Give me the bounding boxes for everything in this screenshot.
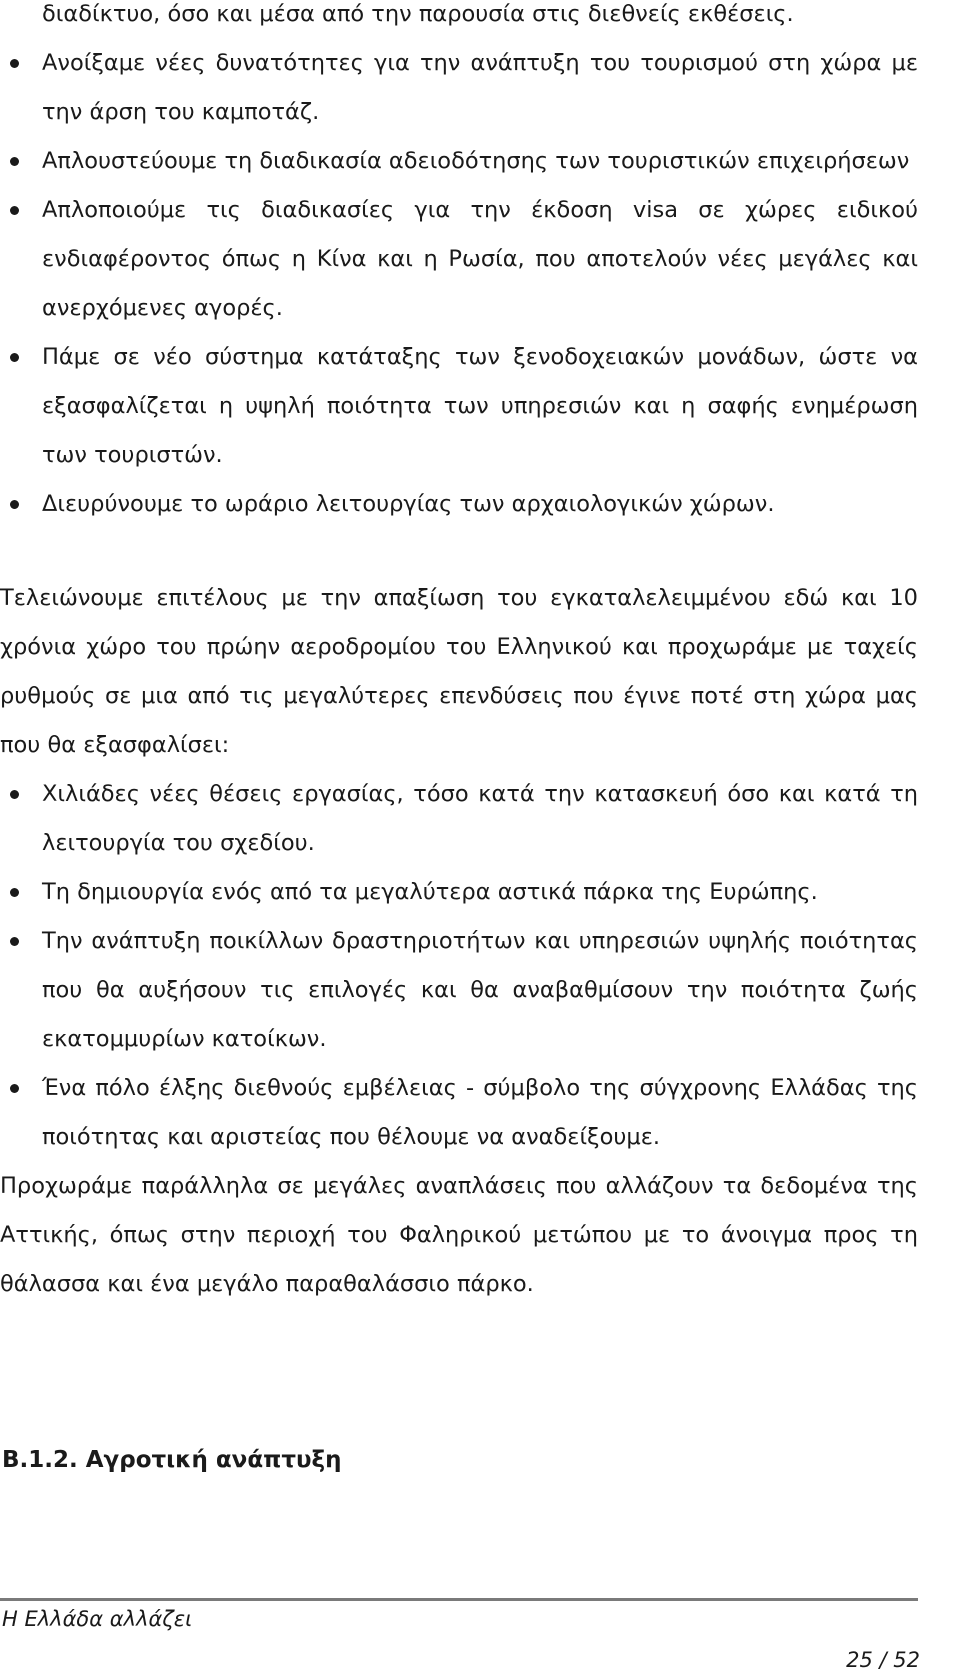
list-item (0, 868, 918, 917)
list-item (0, 1064, 918, 1162)
page-number: 25 / 52 (846, 1648, 920, 1672)
bullet-icon (10, 937, 19, 946)
bullet-icon (10, 888, 19, 897)
section-heading: B.1.2. Αγροτική ανάπτυξη (2, 1447, 342, 1473)
footer-divider (0, 1598, 918, 1601)
bullet-icon (10, 157, 19, 166)
hellinikon-paragraph: Τελειώνουμε επιτέλους με την απαξίωση του εγκαταλελειμμένου εδώ και 10 χρόνια χώρο του πρώην αεροδρομίου του Ελληνικού και προχωράμε με ταχείς ρυθμούς σε μια από τις μεγαλύτερες επενδύσεις που έγινε ποτέ στη χώρα μας που θα εξασφαλίσει: (0, 585, 918, 758)
list-item-text: Την ανάπτυξη ποικίλλων δραστηριοτήτων και υπηρεσιών υψηλής ποιότητας που θα αυξήσουν τις επιλογές και θα αναβαθμίσουν την ποιότητα ζωής εκατομμυρίων κατοίκων. (42, 928, 918, 1052)
faliro-paragraph: Προχωράμε παράλληλα σε μεγάλες αναπλάσεις που αλλάζουν τα δεδομένα της Αττικής, όπως στην περιοχή του Φαληρικού μετώπου με το άνοιγμα προς τη θάλασσα και ένα μεγάλο παραθαλάσσιο πάρκο. (0, 1173, 918, 1297)
list-item-text: Τη δημιουργία ενός από τα μεγαλύτερα αστικά πάρκα της Ευρώπης. (42, 879, 818, 905)
list-item-text: Πάμε σε νέο σύστημα κατάταξης των ξενοδοχειακών μονάδων, ώστε να εξασφαλίζεται η υψηλή ποιότητα των υπηρεσιών και η σαφής ενημέρωση των τουριστών. (42, 344, 918, 468)
bullet-icon (10, 353, 19, 362)
bullet-icon (10, 500, 19, 509)
list-item (0, 480, 918, 529)
footer-title: Η Ελλάδα αλλάζει (2, 1607, 193, 1631)
bullet-icon (10, 206, 19, 215)
list-item-text: Απλοποιούμε τις διαδικασίες για την έκδοση visa σε χώρες ειδικού ενδιαφέροντος όπως η Κίνα και η Ρωσία, που αποτελούν νέες μεγάλες και ανερχόμενες αγορές. (42, 197, 918, 321)
bullet-icon (10, 59, 19, 68)
list-item-text: Ένα πόλο έλξης διεθνούς εμβέλειας - σύμβολο της σύγχρονης Ελλάδας της ποιότητας και αριστείας που θέλουμε να αναδείξουμε. (42, 1075, 918, 1150)
list-item (0, 917, 918, 1064)
bullet-icon (10, 790, 19, 799)
list-item-text: Χιλιάδες νέες θέσεις εργασίας, τόσο κατά την κατασκευή όσο και κατά τη λειτουργία του σχεδίου. (42, 781, 918, 856)
tourism-measures-list (0, 0, 960, 529)
list-item (0, 186, 918, 333)
list-item (0, 137, 918, 186)
list-item (0, 0, 918, 39)
bullet-icon (10, 1084, 19, 1093)
list-item-text: Απλουστεύουμε τη διαδικασία αδειοδότησης των τουριστικών επιχειρήσεων (42, 148, 910, 174)
list-item (0, 333, 918, 480)
list-item (0, 770, 918, 868)
list-item-text: Ανοίξαμε νέες δυνατότητες για την ανάπτυξη του τουρισμού στη χώρα με την άρση του καμποτάζ. (42, 50, 918, 125)
list-item (0, 39, 918, 137)
list-item-text: Διευρύνουμε το ωράριο λειτουργίας των αρχαιολογικών χώρων. (42, 491, 775, 517)
list-item-text: διαδίκτυο, όσο και μέσα από την παρουσία στις διεθνείς εκθέσεις. (42, 1, 794, 27)
hellinikon-benefits-list (0, 770, 960, 1162)
